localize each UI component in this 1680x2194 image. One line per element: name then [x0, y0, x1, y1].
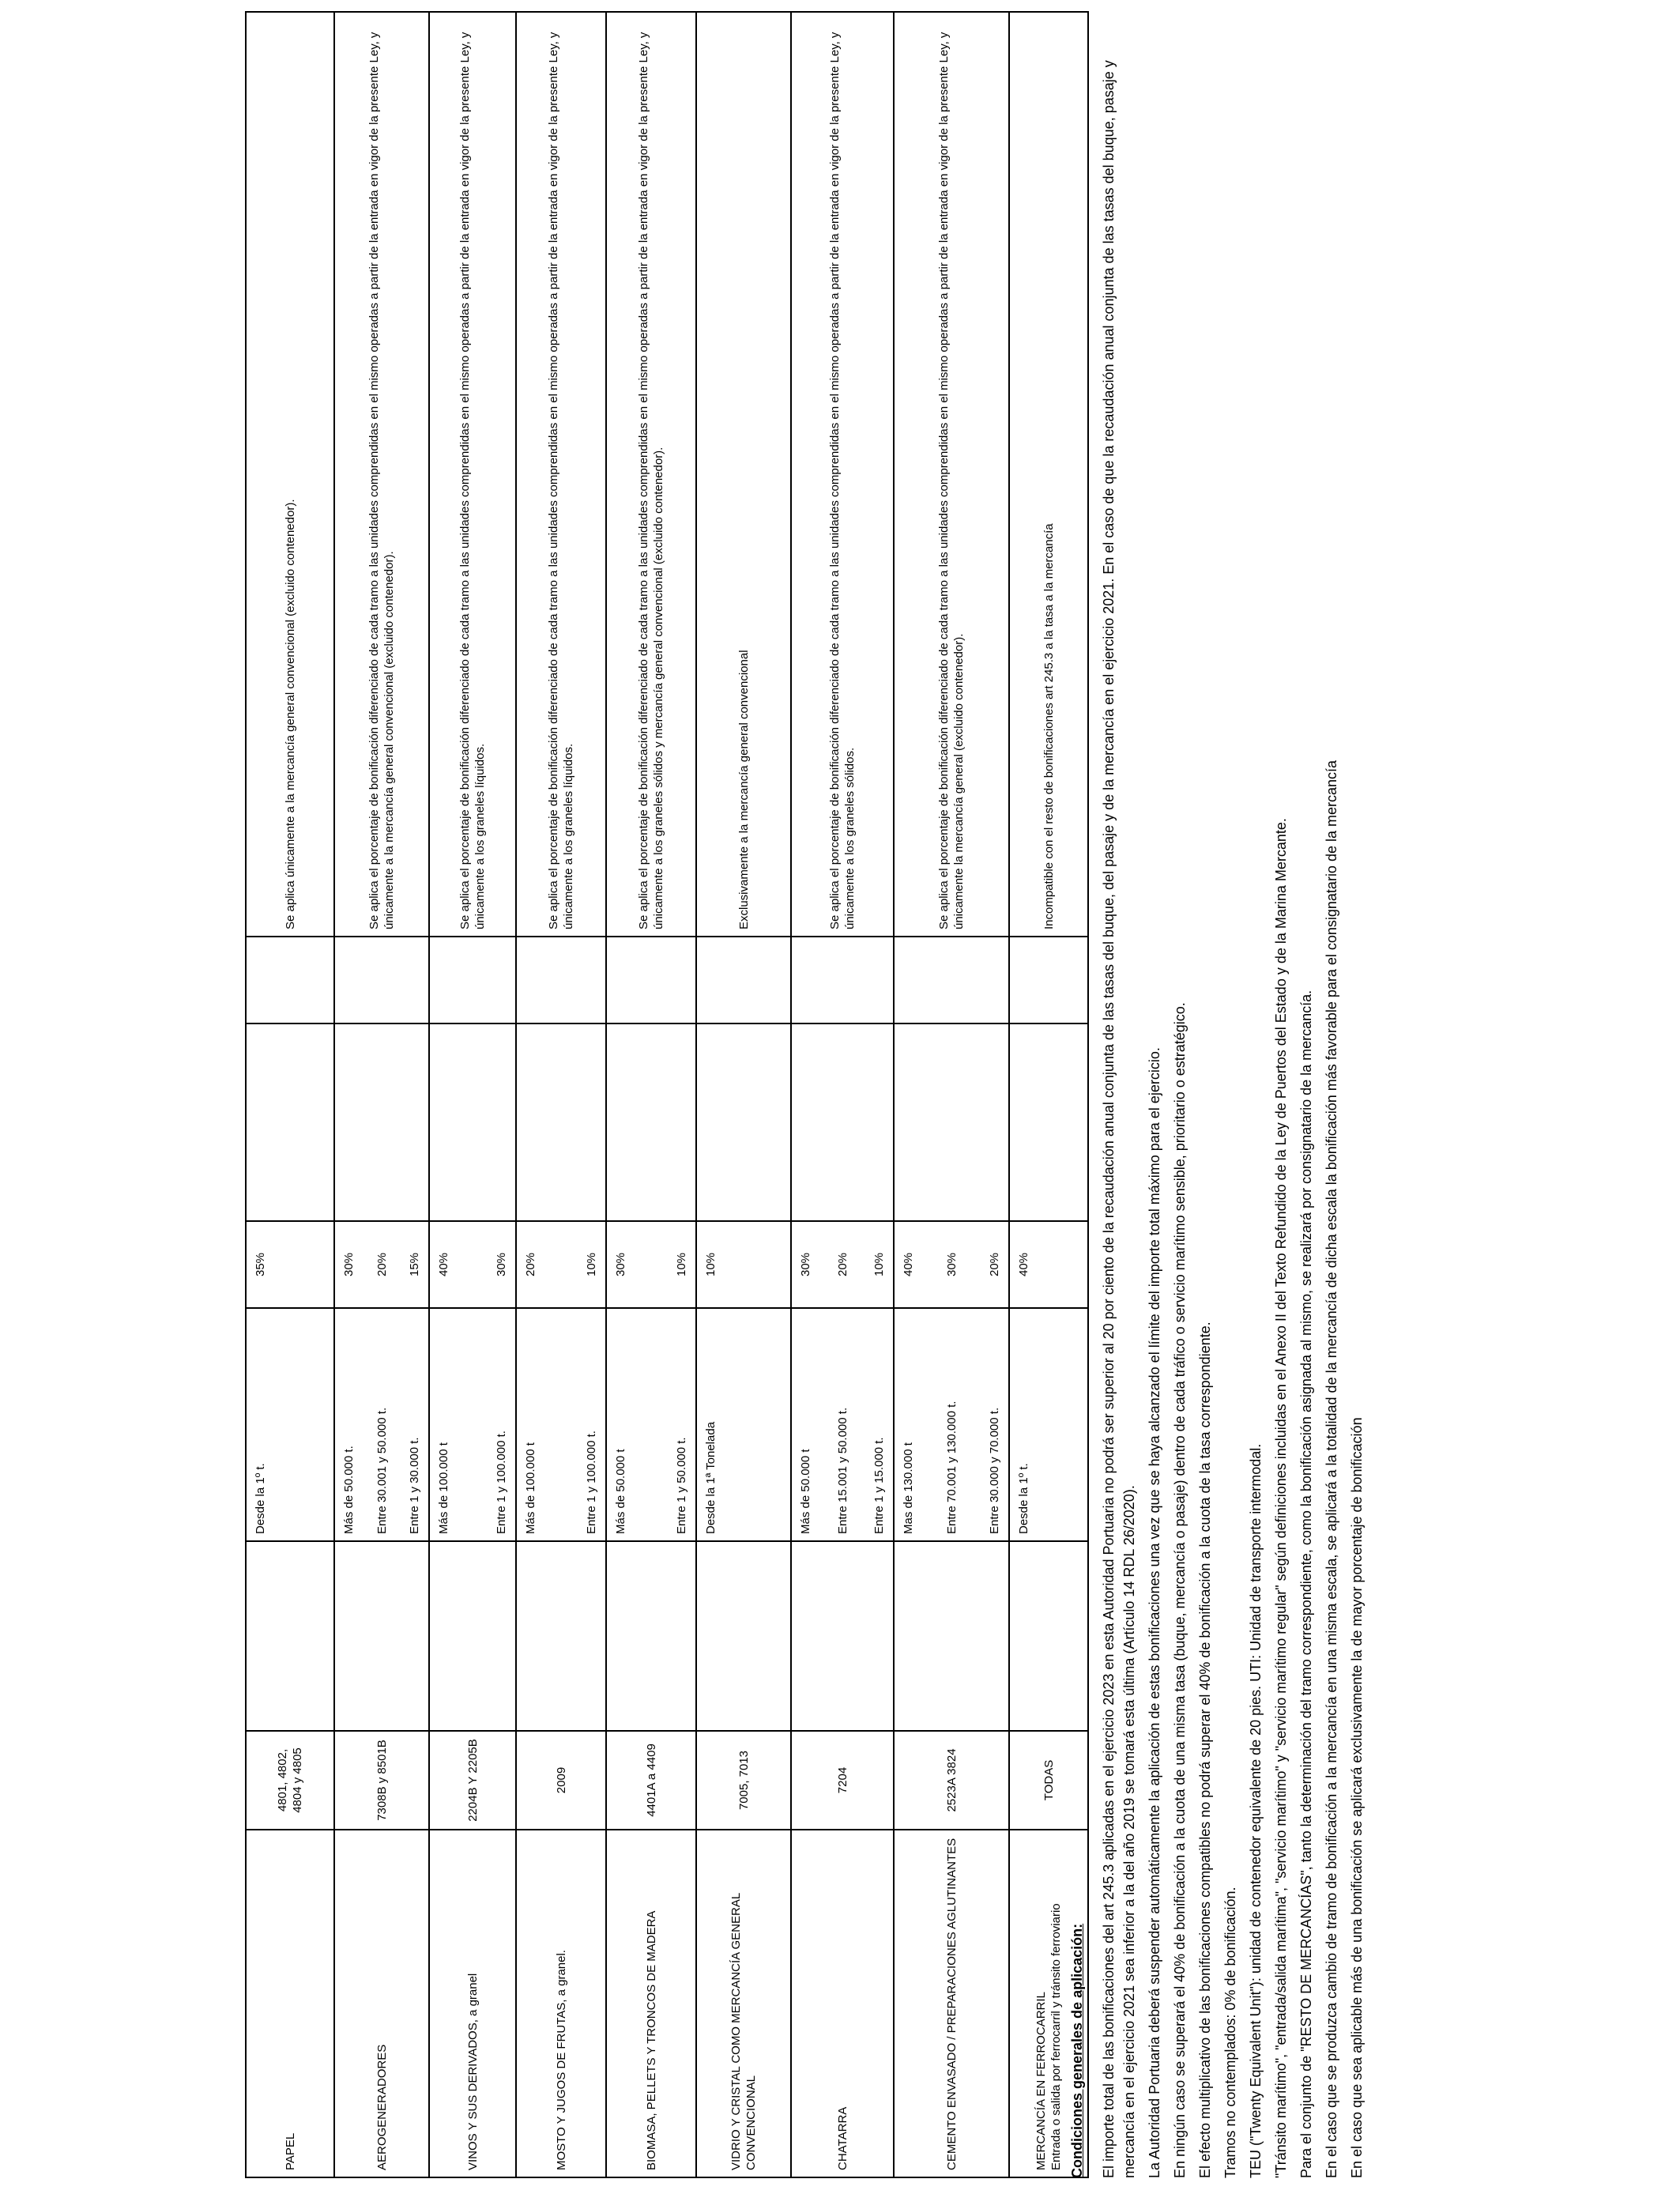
cell-empty [894, 1023, 1009, 1221]
condition-paragraph: En el caso que se produzca cambio de tramo de bonificación a la mercancía en una misma escala, se aplicará a la totalidad de la mercancía de dicha escala la bonificación más favorable para el consignatario de la mercancía [1324, 760, 1339, 2178]
mercancia-name: MOSTO Y JUGOS DE FRUTAS, a granel. [554, 1950, 568, 2170]
tramo-text: Más de 50.000 t [799, 1449, 812, 1534]
cell-empty [334, 1023, 429, 1221]
table-row [429, 12, 516, 2177]
tramo-text: Entre 1 y 50.000 t. [675, 1437, 688, 1534]
pct-text: 10% [704, 1252, 718, 1277]
tramo-text: Entre 15.001 y 50.000 t. [835, 1407, 849, 1534]
condition-paragraph: "Tránsito marítimo", "entrada/salida marítima", "servicio marítimo" y "servicio marítimo regular" según definiciones incluidas en el Anexo II del Texto Refundido de la Ley de Puertos del Estado y de la Marina Mercante. [1273, 818, 1289, 2178]
cell-tramo [516, 1308, 606, 1541]
cell-empty [696, 1023, 791, 1221]
cell-code: 7005, 7013 [696, 1731, 791, 1830]
cell-empty [516, 937, 606, 1023]
cell-empty [516, 1023, 606, 1221]
cell-code: 7308B y 8501B [334, 1731, 429, 1830]
tramo-text: Desde la 1ª Tonelada [704, 1421, 718, 1534]
tramo-text: Entre 70.001 y 130.000 t. [944, 1400, 959, 1534]
cell-tramo [429, 1308, 516, 1541]
pct-text: 30% [614, 1252, 627, 1277]
tramo-text: Más de 50.000 t. [342, 1446, 356, 1534]
bonificaciones-table [245, 11, 1089, 2178]
tramo-text: Entre 1 y 30.000 t. [408, 1437, 421, 1534]
mercancia-name: CHATARRA [835, 2106, 849, 2170]
cell-empty [791, 937, 894, 1023]
pct-text: 40% [437, 1252, 450, 1277]
cell-code: 4801, 4802, 4804 y 4805 [246, 1731, 334, 1830]
pct-text: 40% [902, 1252, 915, 1277]
mercancia-name: VIDRIO Y CRISTAL COMO MERCANCÍA GENERAL CONVENCIONAL [729, 1893, 758, 2170]
cell-observaciones: Se aplica el porcentaje de bonificación diferenciado de cada tramo a las unidades comprendidas en el mismo operadas a partir de la entrada en vigor de la presente Ley, y únicamente a los graneles líquidos. [516, 12, 606, 937]
table-row [516, 12, 606, 2177]
cell-observaciones: Se aplica el porcentaje de bonificación diferenciado de cada tramo a las unidades comprendidas en el mismo operadas a partir de la entrada en vigor de la presente Ley, y únicamente la mercancía general (excluido contenedor). [894, 12, 1009, 937]
cell-tramo [696, 1308, 791, 1541]
cell-mercancia [894, 1830, 1009, 2177]
cell-empty [334, 937, 429, 1023]
pct-text: 10% [675, 1252, 688, 1277]
cell-pct [246, 1221, 334, 1308]
cell-code: 2009 [516, 1731, 606, 1830]
condition-paragraph: TEU ("Twenty Equivalent Unit"): unidad de contenedor equivalente de 20 pies. UTI: Unidad de transporte intermodal. [1248, 1443, 1264, 2178]
tramo-text: Más de 50.000 t [614, 1449, 627, 1534]
cell-code: 2204B Y 2205B [429, 1731, 516, 1830]
pct-text: 20% [835, 1252, 849, 1277]
cell-empty [246, 937, 334, 1023]
cell-pct [429, 1221, 516, 1308]
condition-paragraph: En el caso que sea aplicable más de una bonificación se aplicará exclusivamente la de mayor porcentaje de bonificación [1349, 1417, 1365, 2178]
cell-empty [429, 1541, 516, 1731]
cell-code: TODAS [1009, 1731, 1088, 1830]
mercancia-name: PAPEL [283, 2132, 297, 2170]
table-row [696, 12, 791, 2177]
cell-pct [516, 1221, 606, 1308]
pct-text: 10% [585, 1252, 598, 1277]
cell-empty [516, 1541, 606, 1731]
cell-empty [246, 1023, 334, 1221]
tramo-text: Más de 100.000 t [437, 1442, 450, 1534]
pct-text: 40% [1017, 1252, 1030, 1277]
tramo-text: Más de 100.000 t [524, 1442, 537, 1534]
cell-empty [894, 1541, 1009, 1731]
mercancia-name: MERCANCÍA EN FERROCARRIL [1034, 1992, 1048, 2170]
tramo-text: Desde la 1º t. [254, 1463, 267, 1534]
tramo-text: Entre 1 y 15.000 t. [872, 1437, 886, 1534]
tramo-text: Entre 30.001 y 50.000 t. [375, 1407, 389, 1534]
table-row [894, 12, 1009, 2177]
mercancia-name: AEROGENERADORES [375, 2044, 389, 2170]
condition-paragraph: El efecto multiplicativo de las bonificaciones compatibles no podrá superar el 40% de bonificación a la cuota de la tasa correspondiente. [1197, 1321, 1213, 2178]
cell-empty [606, 937, 696, 1023]
cell-empty [334, 1541, 429, 1731]
cell-mercancia [606, 1830, 696, 2177]
pct-text: 30% [495, 1252, 508, 1277]
cell-empty [696, 937, 791, 1023]
cell-pct [334, 1221, 429, 1308]
condition-paragraph: El importe total de las bonificaciones del art 245.3 aplicadas en el ejercicio 2023 en esta Autoridad Portuaria no podrá ser superior al 20 por ciento de la recaudación anual conjunta de las tasas del buque, del pasaje y de la mercancía en el ejercicio 2021. En el caso de que la recaudación anual conjunta de las tasas del buque, pasaje y mercancía en el ejercicio 2021 sea inferior a la del año 2019 se tomará esta última (Artículo 14 RDL 26/2020). [1101, 60, 1137, 2178]
cell-empty [696, 1541, 791, 1731]
cell-pct [606, 1221, 696, 1308]
cell-observaciones: Se aplica el porcentaje de bonificación diferenciado de cada tramo a las unidades comprendidas en el mismo operadas a partir de la entrada en vigor de la presente Ley, y únicamente a los graneles líquidos. [429, 12, 516, 937]
cell-mercancia [334, 1830, 429, 2177]
tramo-text: Entre 30.000 y 70.000 t. [988, 1407, 1001, 1534]
pct-text: 20% [375, 1252, 389, 1277]
cell-tramo [606, 1308, 696, 1541]
cell-observaciones: Se aplica el porcentaje de bonificación diferenciado de cada tramo a las unidades comprendidas en el mismo operadas a partir de la entrada en vigor de la presente Ley, y únicamente a los graneles sólidos. [791, 12, 894, 937]
conditions-heading: Condiciones generales de aplicación: [1069, 1923, 1085, 2178]
cell-mercancia [696, 1830, 791, 2177]
cell-pct [894, 1221, 1009, 1308]
cell-code: 2523A 3824 [894, 1731, 1009, 1830]
table-row [334, 12, 429, 2177]
condition-paragraph: En ningún caso se superará el 40% de bonificación a la cuota de una misma tasa (buque, mercancía o pasaje) dentro de cada tráfico o servicio marítimo sensible, prioritario o estratégico. [1172, 1002, 1188, 2178]
cell-empty [606, 1541, 696, 1731]
table-row [606, 12, 696, 2177]
pct-text: 35% [254, 1252, 267, 1277]
pct-text: 10% [872, 1252, 886, 1277]
cell-pct [696, 1221, 791, 1308]
cell-code: 4401A a 4409 [606, 1731, 696, 1830]
condition-paragraph: La Autoridad Portuaria deberá suspender automáticamente la aplicación de estas bonificaciones una vez que se haya alcanzado el límite del importe total máximo para el ejercicio. [1147, 1047, 1162, 2178]
tramo-text: Mas de 130.000 t [902, 1442, 915, 1534]
cell-observaciones: Se aplica el porcentaje de bonificación diferenciado de cada tramo a las unidades comprendidas en el mismo operadas a partir de la entrada en vigor de la presente Ley, y únicamente a la mercancía general convencional (excluido contenedor). [334, 12, 429, 937]
mercancia-subname: Entrada o salida por ferrocarril y tránsito ferroviario [1049, 1903, 1063, 2170]
condition-paragraph: Para el conjunto de "RESTO DE MERCANCÍAS", tanto la determinación del tramo correspondiente, como la bonificación asignada al mismo, se realizará por consignatario de la mercancía. [1298, 990, 1314, 2178]
cell-empty [791, 1541, 894, 1731]
pct-text: 20% [988, 1252, 1001, 1277]
cell-empty [429, 937, 516, 1023]
tramo-text: Desde la 1º t. [1017, 1463, 1030, 1534]
condition-paragraph: Tramos no contemplados: 0% de bonificación. [1222, 1887, 1238, 2178]
mercancia-name: BIOMASA, PELLETS Y TRONCOS DE MADERA [644, 1910, 658, 2170]
cell-empty [791, 1023, 894, 1221]
cell-observaciones: Se aplica únicamente a la mercancía general convencional (excluido contenedor). [246, 12, 334, 937]
pct-text: 30% [944, 1252, 959, 1277]
cell-empty [606, 1023, 696, 1221]
cell-mercancia [791, 1830, 894, 2177]
cell-tramo [246, 1308, 334, 1541]
cell-mercancia [429, 1830, 516, 2177]
cell-observaciones: Incompatible con el resto de bonificaciones art 245.3 a la tasa a la mercancía [1009, 12, 1088, 937]
cell-mercancia [246, 1830, 334, 2177]
cell-empty [429, 1023, 516, 1221]
cell-tramo [334, 1308, 429, 1541]
cell-observaciones: Exclusivamente a la mercancía general convencional [696, 12, 791, 937]
pct-text: 30% [799, 1252, 812, 1277]
table-row [791, 12, 894, 2177]
pct-text: 30% [342, 1252, 356, 1277]
table-row [246, 12, 334, 2177]
tramo-text: Entre 1 y 100.000 t. [495, 1431, 508, 1534]
cell-empty [894, 937, 1009, 1023]
cell-empty [246, 1541, 334, 1731]
pct-text: 15% [408, 1252, 421, 1277]
mercancia-name: VINOS Y SUS DERIVADOS, a granel [465, 1973, 480, 2170]
cell-observaciones: Se aplica el porcentaje de bonificación diferenciado de cada tramo a las unidades comprendidas en el mismo operadas a partir de la entrada en vigor de la presente Ley, y únicamente a los graneles sólidos y mercancía general convencional (excluido contenedor). [606, 12, 696, 937]
cell-mercancia [516, 1830, 606, 2177]
conditions-section [1067, 44, 1372, 2178]
mercancia-name: CEMENTO ENVASADO / PREPARACIONES AGLUTINANTES [944, 1838, 959, 2170]
tramo-text: Entre 1 y 100.000 t. [585, 1431, 598, 1534]
cell-code: 7204 [791, 1731, 894, 1830]
cell-tramo [791, 1308, 894, 1541]
cell-pct [791, 1221, 894, 1308]
pct-text: 20% [524, 1252, 537, 1277]
cell-tramo [894, 1308, 1009, 1541]
